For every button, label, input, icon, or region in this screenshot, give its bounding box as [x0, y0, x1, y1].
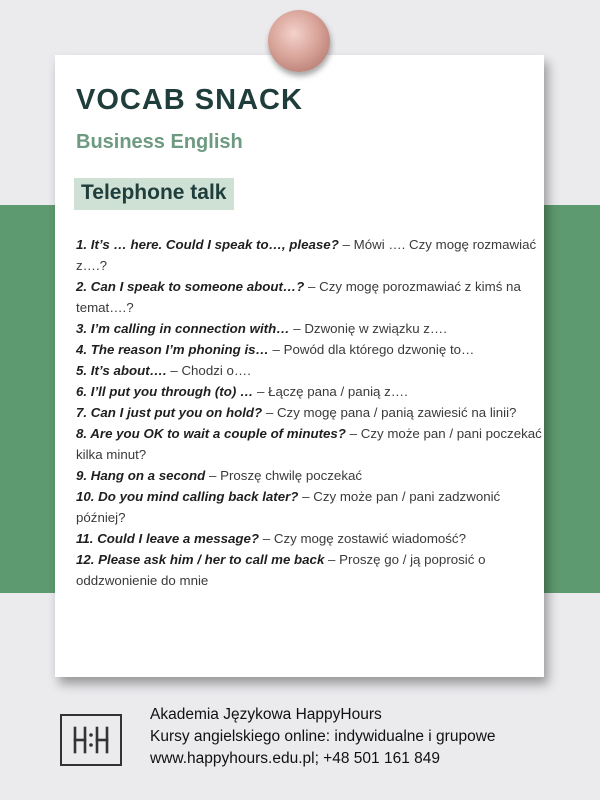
- footer-info: [150, 704, 496, 770]
- list-item: [76, 402, 542, 423]
- polish-translation: Czy mogę pana / panią zawiesić na linii?: [276, 405, 517, 420]
- separator: –: [345, 426, 361, 441]
- separator: –: [253, 384, 269, 399]
- english-phrase: 12. Please ask him / her to call me back: [76, 552, 325, 567]
- english-phrase: 4. The reason I’m phoning is…: [76, 342, 269, 357]
- english-phrase: 6. I’ll put you through (to) …: [76, 384, 254, 399]
- list-item: [76, 234, 542, 276]
- separator: –: [289, 321, 305, 336]
- english-phrase: 8. Are you OK to wait a couple of minutes?: [76, 426, 346, 441]
- polish-translation: Dzwonię w związku z….: [304, 321, 447, 336]
- vocab-list: [76, 234, 542, 591]
- english-phrase: 1. It’s … here. Could I speak to…, please?: [76, 237, 339, 252]
- separator: –: [338, 237, 354, 252]
- subtitle: Business English: [76, 131, 243, 153]
- separator: –: [324, 552, 340, 567]
- list-item: [76, 549, 542, 591]
- polish-translation: Czy mogę porozmawiać z kimś na temat….?: [76, 279, 521, 315]
- list-item: [76, 381, 542, 402]
- list-item: [76, 360, 542, 381]
- polish-translation: Czy może pan / pani zadzwonić później?: [76, 489, 501, 525]
- english-phrase: 2. Can I speak to someone about…?: [76, 279, 305, 294]
- english-phrase: 3. I’m calling in connection with…: [76, 321, 290, 336]
- list-item: [76, 318, 542, 339]
- separator: –: [259, 531, 274, 546]
- separator: –: [262, 405, 277, 420]
- polish-translation: Czy może pan / pani poczekać kilka minut?: [76, 426, 542, 462]
- separator: –: [298, 489, 314, 504]
- section-heading: Telephone talk: [74, 178, 234, 210]
- polish-translation: Powód dla którego dzwonię to…: [283, 342, 475, 357]
- separator: –: [304, 279, 320, 294]
- list-item: [76, 465, 542, 486]
- page-title: VOCAB SNACK: [76, 84, 303, 116]
- polish-translation: Proszę go / ją poprosić o oddzwonienie do mnie: [76, 552, 486, 588]
- separator: –: [268, 342, 284, 357]
- polish-translation: Mówi …. Czy mogę rozmawiać z….?: [76, 237, 537, 273]
- course-description: Kursy angielskiego online: indywidualne i grupowe: [150, 728, 496, 745]
- hh-logo-icon: [60, 714, 122, 766]
- english-phrase: 7. Can I just put you on hold?: [76, 405, 263, 420]
- polish-translation: Proszę chwilę poczekać: [220, 468, 363, 483]
- polish-translation: Czy mogę zostawić wiadomość?: [273, 531, 466, 546]
- separator: –: [205, 468, 221, 483]
- separator: –: [166, 363, 182, 378]
- contact-info: www.happyhours.edu.pl; +48 501 161 849: [150, 750, 440, 767]
- polish-translation: Chodzi o….: [181, 363, 251, 378]
- english-phrase: 5. It’s about….: [76, 363, 167, 378]
- list-item: [76, 423, 542, 465]
- list-item: [76, 339, 542, 360]
- company-name: Akademia Językowa HappyHours: [150, 706, 382, 723]
- english-phrase: 9. Hang on a second: [76, 468, 206, 483]
- pushpin-icon: [268, 10, 330, 72]
- list-item: [76, 528, 542, 549]
- list-item: [76, 486, 542, 528]
- polish-translation: Łączę pana / panią z….: [268, 384, 408, 399]
- english-phrase: 11. Could I leave a message?: [76, 531, 260, 546]
- list-item: [76, 276, 542, 318]
- english-phrase: 10. Do you mind calling back later?: [76, 489, 299, 504]
